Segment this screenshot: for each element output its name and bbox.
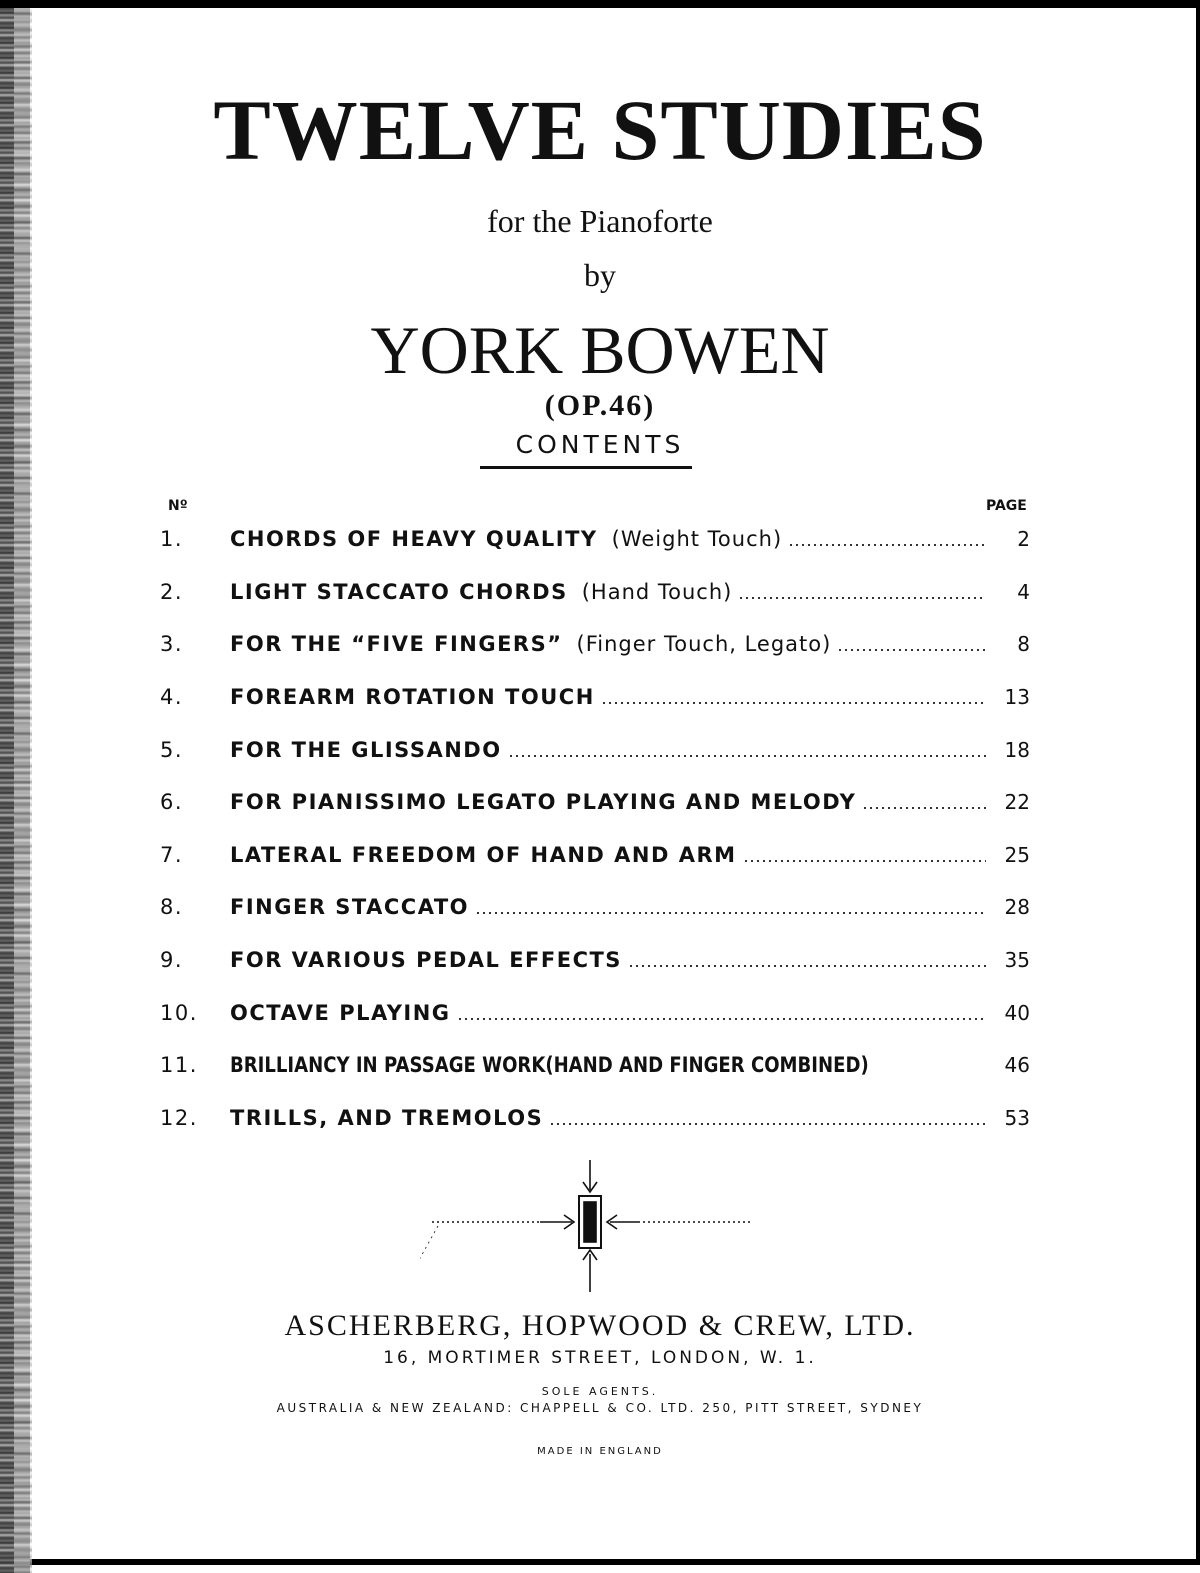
dot-leader bbox=[508, 753, 986, 759]
sole-agents-details: AUSTRALIA & NEW ZEALAND: CHAPPELL & CO. LTD. 250, PITT STREET, SYDNEY bbox=[276, 1401, 924, 1415]
contents-entry bbox=[160, 618, 1030, 670]
publisher-address: 16, MORTIMER STREET, LONDON, W. 1. bbox=[383, 1348, 817, 1368]
contents-entry bbox=[160, 829, 1030, 881]
entry-title: FOR VARIOUS PEDAL EFFECTS bbox=[230, 948, 622, 972]
opus-number: (OP.46) bbox=[544, 389, 656, 422]
entry-title: LIGHT STACCATO CHORDS bbox=[230, 580, 568, 604]
entry-title: FINGER STACCATO bbox=[230, 895, 469, 919]
entry-page: 28 bbox=[1004, 895, 1030, 919]
dot-leader bbox=[475, 910, 986, 916]
dot-leader bbox=[788, 542, 986, 548]
composer-name: YORK BOWEN bbox=[370, 312, 830, 388]
entry-page: 22 bbox=[1004, 790, 1030, 814]
publisher-ornament-icon bbox=[420, 1156, 760, 1296]
entry-page: 2 bbox=[1017, 527, 1030, 551]
contents-entry bbox=[160, 513, 1030, 565]
entry-number: 10. bbox=[160, 1001, 198, 1025]
contents-entry bbox=[160, 987, 1030, 1039]
entry-subtitle: (Weight Touch) bbox=[611, 527, 783, 551]
contents-entry bbox=[160, 1039, 1030, 1091]
entry-title: CHORDS OF HEAVY QUALITY bbox=[230, 527, 598, 551]
contents-underline bbox=[480, 466, 692, 469]
entry-title: FOR THE GLISSANDO bbox=[230, 738, 502, 762]
entry-number: 11. bbox=[160, 1053, 198, 1077]
dot-leader bbox=[862, 805, 986, 811]
entry-title: LATERAL FREEDOM OF HAND AND ARM bbox=[230, 843, 737, 867]
made-in-label: MADE IN ENGLAND bbox=[537, 1446, 663, 1457]
contents-entry bbox=[160, 724, 1030, 776]
entry-title: BRILLIANCY IN PASSAGE WORK(HAND AND FINGER COMBINED) bbox=[230, 1053, 869, 1077]
by-line: by bbox=[584, 257, 616, 293]
contents-entry bbox=[160, 1092, 1030, 1144]
entry-number: 12. bbox=[160, 1106, 198, 1130]
entry-page: 13 bbox=[1004, 685, 1030, 709]
entry-number: 3. bbox=[160, 632, 184, 656]
entry-number: 6. bbox=[160, 790, 184, 814]
contents-entry bbox=[160, 934, 1030, 986]
dot-leader bbox=[743, 858, 986, 864]
entry-page: 53 bbox=[1004, 1106, 1030, 1130]
dot-leader bbox=[738, 595, 986, 601]
sole-agents-label: SOLE AGENTS. bbox=[541, 1385, 659, 1398]
entry-page: 8 bbox=[1017, 632, 1030, 656]
entry-title: TRILLS, AND TREMOLOS bbox=[230, 1106, 544, 1130]
entry-number: 5. bbox=[160, 738, 184, 762]
entry-page: 46 bbox=[1004, 1053, 1030, 1077]
publisher-name: ASCHERBERG, HOPWOOD & CREW, LTD. bbox=[284, 1309, 916, 1342]
dot-leader bbox=[601, 700, 986, 706]
contents-heading: CONTENTS bbox=[515, 430, 685, 459]
entry-number: 4. bbox=[160, 685, 184, 709]
entry-title: FOR PIANISSIMO LEGATO PLAYING AND MELODY bbox=[230, 790, 857, 814]
page-title: TWELVE STUDIES bbox=[213, 82, 987, 178]
dot-leader bbox=[628, 963, 986, 969]
contents-entry bbox=[160, 881, 1030, 933]
subtitle: for the Pianoforte bbox=[487, 203, 713, 239]
dot-leader bbox=[457, 1016, 986, 1022]
entry-number: 8. bbox=[160, 895, 184, 919]
entry-title: FOREARM ROTATION TOUCH bbox=[230, 685, 595, 709]
page-column-header: PAGE bbox=[986, 498, 1027, 514]
number-column-header: Nº bbox=[168, 498, 188, 514]
contents-entry bbox=[160, 671, 1030, 723]
entry-title: OCTAVE PLAYING bbox=[230, 1001, 451, 1025]
entry-page: 25 bbox=[1004, 843, 1030, 867]
entry-page: 4 bbox=[1017, 580, 1030, 604]
dot-leader bbox=[837, 647, 986, 653]
entry-subtitle: (Finger Touch, Legato) bbox=[576, 632, 832, 656]
dot-leader bbox=[549, 1121, 986, 1127]
entry-page: 35 bbox=[1004, 948, 1030, 972]
contents-entry bbox=[160, 776, 1030, 828]
entry-title: FOR THE “FIVE FINGERS” bbox=[230, 632, 563, 656]
entry-number: 7. bbox=[160, 843, 184, 867]
entry-subtitle: (Hand Touch) bbox=[581, 580, 733, 604]
entry-number: 1. bbox=[160, 527, 184, 551]
entry-page: 40 bbox=[1004, 1001, 1030, 1025]
entry-number: 9. bbox=[160, 948, 184, 972]
entry-page: 18 bbox=[1004, 738, 1030, 762]
entry-number: 2. bbox=[160, 580, 184, 604]
contents-entry bbox=[160, 566, 1030, 618]
